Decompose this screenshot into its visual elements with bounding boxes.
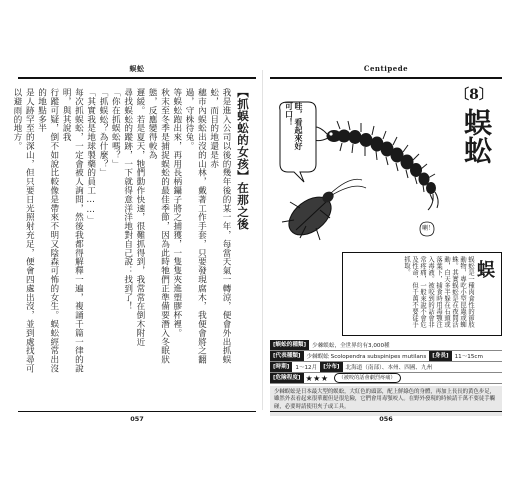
entry-number: 〔8〕 <box>455 87 493 103</box>
speech-bubble-text: 哇，看起來好可口！ <box>284 102 303 150</box>
danger-stars: ★★★ <box>305 373 329 383</box>
dialogue-line: 「抓蜈蚣？為什麼？」 <box>98 88 109 177</box>
dialogue-line: 「其實我是地球製藥的員工……」 <box>85 88 96 225</box>
dialogue-line: 「你在抓蜈蚣嗎？」 <box>110 88 121 169</box>
info-row-season <box>270 362 502 373</box>
info-row-danger <box>270 373 502 384</box>
page-number-left: 057 <box>130 415 144 423</box>
label-season: [時期] <box>270 362 292 372</box>
description-box <box>342 252 502 336</box>
paragraph: 行蹤可疑，倒不如說比較像是帶來不明又陰森可怖的女生。蜈蚣經常出沒的地點多半 <box>36 88 59 373</box>
value-season: 1～12月 <box>295 365 318 371</box>
label-species: [蜈蚣的種類] <box>270 340 309 350</box>
danger-note: （被咬的話會劇烈疼痛） <box>334 373 401 383</box>
page-number-right: 056 <box>379 415 393 423</box>
header-rule-right <box>270 77 502 79</box>
running-head-left: 蜈蚣 <box>129 65 145 73</box>
book-gutter <box>262 70 263 410</box>
paragraph: 遲緩。若是夏天，牠們動作快速，很難抓得到，我常常在倒木附近 <box>134 88 145 347</box>
info-table <box>270 340 502 416</box>
info-row-species <box>270 340 502 351</box>
value-body-length: 11～15cm <box>454 354 483 360</box>
paragraph: 我是進入公司以後的幾年後的某一年，每當天氣一轉涼，便會外出抓蜈蚣，而目的地還是赤 <box>208 88 231 364</box>
exclamation-text: 喇！ <box>422 225 435 232</box>
left-page <box>11 65 256 423</box>
info-row-scientific <box>270 351 502 362</box>
value-scientific: 少棘蜈蚣 Scolopendra subspinipes mutilans <box>306 354 427 360</box>
right-page <box>270 64 502 423</box>
label-distribution: [分布] <box>320 362 342 372</box>
footer-rule-right <box>270 411 502 412</box>
creature-name: 蜈蚣 <box>460 108 493 164</box>
paragraph: 秋末至冬季是捕捉蜈蚣的最佳季節，因為此時牠們正準備要潛入冬眠狀態，反應變得較為 <box>147 88 170 364</box>
footer-rule-left <box>18 411 256 412</box>
description-initial: 蜈 <box>477 260 495 281</box>
label-scientific: [代表種類] <box>270 351 304 361</box>
essay-body <box>11 88 232 374</box>
paragraph: 是人跡罕至的深山，但只要日光照射充足，便會四處出沒，並到處找尋可以避雨的地方。 <box>11 88 35 373</box>
paragraph: 每次抓蜈蚣，一定會被人詢問，然後我都得解釋一遍，複誦千篇一律的說明，與其說我 <box>61 88 84 373</box>
essay-title: 【抓蜈蚣的女孩】在那之後 <box>236 86 250 230</box>
label-danger: [危險程度] <box>270 373 304 383</box>
paragraph: 穗市內蜈蚣出沒的山林，戴著工作手套，只要發現腐木，我便會將之翻過，守株待兔。 <box>184 88 207 364</box>
header-rule-left <box>18 77 256 79</box>
description-text: 蜈蚣是一種肉食性的節肢動物，專吃小型昆蟲或蜘蛛。其實蜈蚣是在夜間活動，白天多半躲在石頭或落葉下，捕食時用毒顎注入毒液。被咬到的話會非常疼痛，一般來說不會危及性命，但千萬不要徒手抓取。 <box>403 256 474 328</box>
paragraph: 等蜈蚣跑出來，再用長柄鑷子將之捕獲，一隻隻夾進塑膠杯裡。 <box>171 88 182 338</box>
note-box: 少棘蜈蚣是日本最大型的蜈蚣，大紅色的頭部，配上鮮綠色的身體，再加上長長的黃色步足，雖然外表看起來很華麗但是很危險，它們會用毒顎咬人。在野外發現的時候請千萬不要徒手觸碰，必要時請使用夾子或工具。 <box>270 386 502 416</box>
running-head-right: Centipede <box>363 64 409 73</box>
value-species: 少棘蜈蚣，全世界約有3,000種 <box>312 343 390 349</box>
label-body-length: [身長] <box>429 351 451 361</box>
value-distribution: 北海道（南部）、本州、四國、九州 <box>345 365 433 371</box>
paragraph: 尋找蜈蚣的蹤跡，一下就得意洋洋地對自己說：找到了！ <box>122 88 133 311</box>
